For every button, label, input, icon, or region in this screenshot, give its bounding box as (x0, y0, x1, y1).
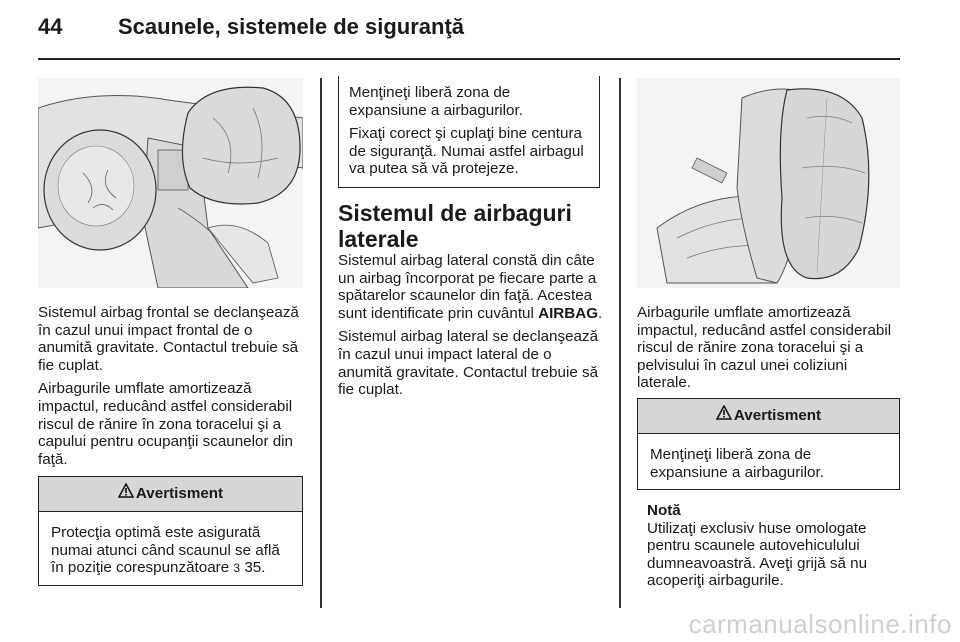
warning-box (637, 398, 900, 490)
warning-text: Menţineţi liberă zona de expansiune a airbagurilor. (650, 446, 824, 481)
column-1-text (38, 304, 310, 474)
frontal-airbag-protection-paragraph: Airbagurile umflate amortizează impactul, reducând astfel considerabil riscul de rănire în zona toracelui şi a capului pentru ocupanţii scaunelor din faţă. (38, 380, 293, 468)
warning-line-seatbelt: Fixaţi corect şi cuplaţi bine centura de siguranţă. Numai astfel airbagul va putea să vă protejeze. (349, 125, 584, 178)
column-2-text (338, 252, 608, 405)
warning-line-expansion: Menţineţi liberă zona de expansiune a airbagurilor. (349, 84, 523, 119)
warning-text: Protecţia optimă este asigurată numai atunci când scaunul se află în poziţie corespunzătoare (51, 524, 280, 577)
page-ref-arrow-icon: 3 (233, 561, 241, 576)
section-heading: Sistemul de airbaguri laterale (338, 200, 572, 252)
frontal-airbag-paragraph: Sistemul airbag frontal se declanşează în cazul unui impact frontal de o anumită gravitate. Contactul trebuie să fie cuplat. (38, 304, 299, 374)
note-text: Utilizaţi exclusiv huse omologate pentru scaunele autovehiculului dumneavoastră. Aveţi grijă să nu acoperiţi airbagurile. (647, 519, 868, 590)
column-divider (320, 78, 322, 608)
warning-header (39, 477, 302, 512)
side-airbag-protection-paragraph: Airbagurile umflate amortizează impactul, reducând astfel considerabil riscul de rănire zona toracelui şi a pelvisului în cazul unei coliziuni laterale. (637, 304, 892, 392)
watermark: carmanualsonline.info (688, 609, 952, 639)
note-heading: Notă (647, 502, 681, 519)
warning-triangle-icon (118, 477, 134, 511)
warning-triangle-icon (716, 399, 732, 433)
warning-box (38, 476, 303, 586)
warning-heading: Avertisment (733, 407, 822, 425)
column-3-text (637, 304, 902, 398)
page-reference-link[interactable]: 35. (244, 559, 266, 577)
page-number: 44 (38, 14, 63, 39)
airbag-label: AIRBAG (538, 304, 599, 322)
column-divider (619, 78, 621, 608)
warning-heading: Avertisment (135, 485, 224, 503)
side-airbag-text: Sistemul airbag lateral constă din câte un airbag încorporat pe fiecare parte a spătarelor scaunelor din faţă. Acestea sunt identificate prin cuvântul (338, 252, 597, 322)
warning-body (39, 512, 302, 588)
side-airbag-deploy-paragraph: Sistemul airbag lateral se declanşează în cazul unui impact lateral de o anumită gravitate. Contactul trebuie să fie cuplat. (338, 328, 599, 399)
header-rule (38, 58, 900, 60)
frontal-airbag-figure (38, 78, 303, 288)
sentence-end: . (598, 304, 603, 322)
note-block (647, 502, 897, 590)
warning-box-continued (338, 76, 600, 188)
page-title: Scaunele, sistemele de siguranţă (118, 14, 465, 39)
side-airbag-figure (637, 78, 900, 288)
warning-header (638, 399, 899, 434)
side-airbag-paragraph (338, 252, 608, 322)
